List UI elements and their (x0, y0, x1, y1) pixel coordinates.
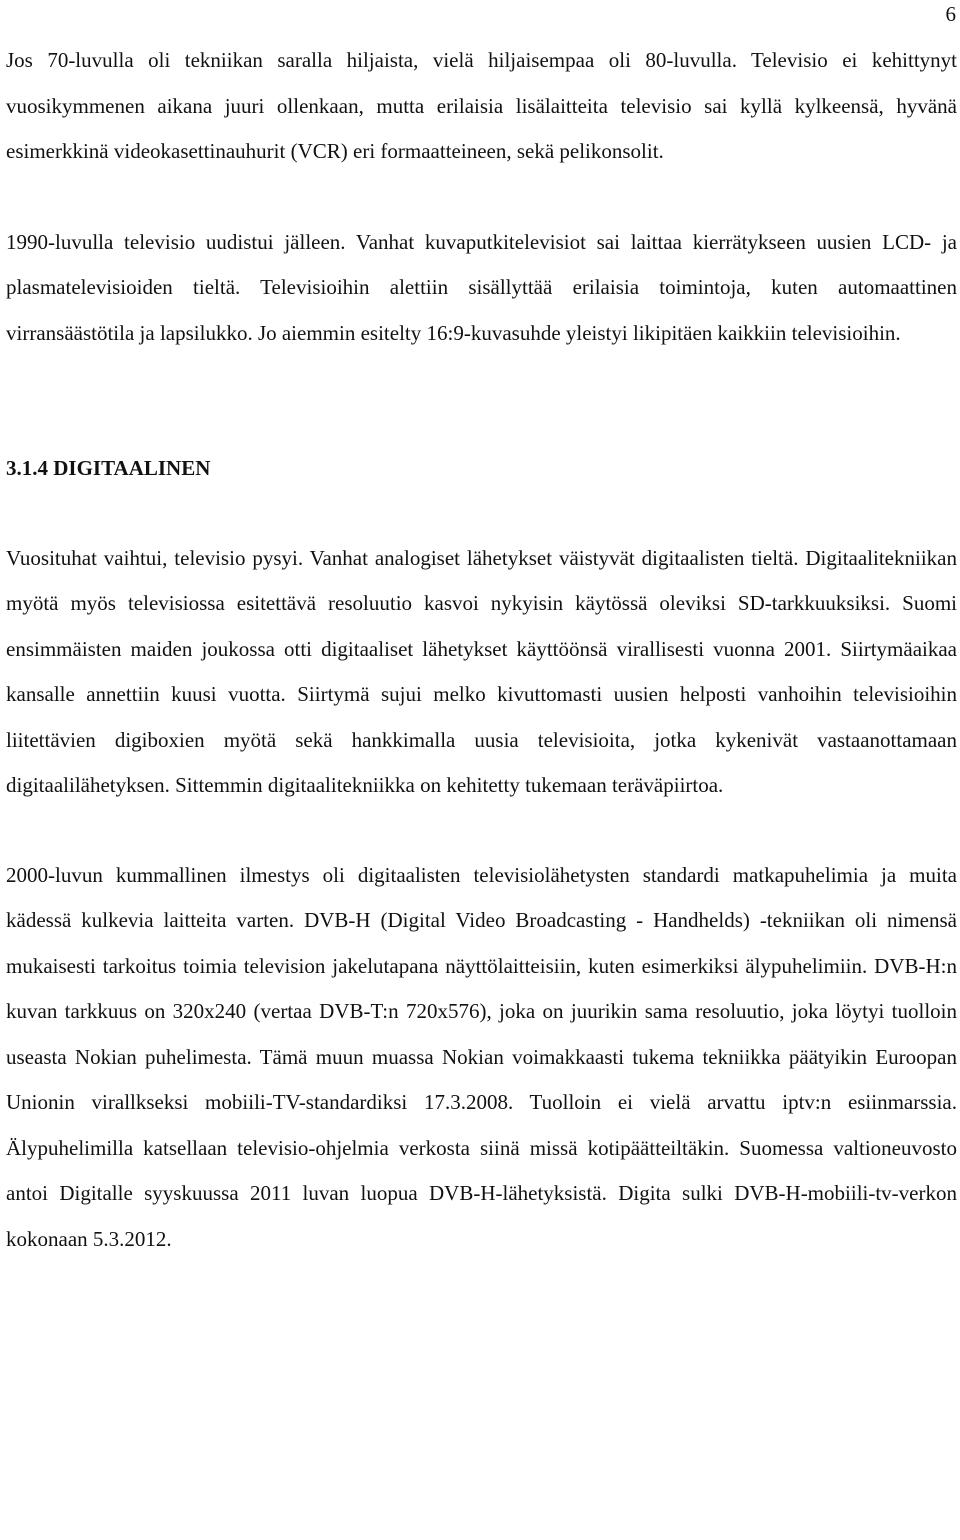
document-body (6, 38, 957, 1262)
page-number: 6 (945, 2, 956, 26)
section-title: DIGITAALINEN (53, 456, 211, 480)
section-heading (6, 446, 957, 492)
section-number: 3.1.4 (6, 456, 48, 480)
paragraph-90s: 1990-luvulla televisio uudistui jälleen. Vanhat kuvaputkitelevisiot sai laittaa kierrätykseen uusien LCD- ja plasmatelevisioiden tieltä. Televisioihin alettiin sisällyttää erilaisia toimintoja, kuten automaattinen virransäästötila ja lapsilukko. Jo aiemmin esitelty 16:9-kuvasuhde yleistyi likipitäen kaikkiin televisioihin. (6, 229, 957, 345)
paragraph-digital: Vuosituhat vaihtui, televisio pysyi. Vanhat analogiset lähetykset väistyvät digitaalisten tieltä. Digitaalitekniikan myötä myös televisiossa esitettävä resoluutio kasvoi nykyisin käytössä oleviksi SD-tarkkuuksiksi. Suomi ensimmäisten maiden joukossa otti digitaaliset lähetykset käyttöönsä virallisesti vuonna 2001. Siirtymäaikaa kansalle annettiin kuusi vuotta. Siirtymä sujui melko kivuttomasti uusien helposti vanhoihin televisioihin liitettävien digiboxien myötä sekä hankkimalla uusia televisioita, jotka kykenivät vastaanottamaan digitaalilähetyksen. Sittemmin digitaalitekniikka on kehitetty tukemaan teräväpiirtoa. (6, 545, 957, 797)
paragraph-dvb-h: 2000-luvun kummallinen ilmestys oli digitaalisten televisiolähetysten standardi matkapuhelimia ja muita kädessä kulkevia laitteita varten. DVB-H (Digital Video Broadcasting - Handhelds) -tekniikan oli nimensä mukaisesti tarkoitus toimia television jakelutapana näyttölaitteisiin, kuten esimerkiksi älypuhelimiin. DVB-H:n kuvan tarkkuus on 320x240 (vertaa DVB-T:n 720x576), joka on juurikin sama resoluutio, joka löytyi tuolloin useasta Nokian puhelimesta. Tämä muun muassa Nokian voimakkaasti tukema tekniikka päätyikin Euroopan Unionin virallkseksi mobiili-TV-standardiksi 17.3.2008. Tuolloin ei vielä arvattu iptv:n esiinmarssia. Älypuhelimilla katsellaan televisio-ohjelmia verkosta siinä missä kotipäätteiltäkin. Suomessa valtioneuvosto antoi Digitalle syyskuussa 2011 luvan luopua DVB-H-lähetyksistä. Digita sulki DVB-H-mobiili-tv-verkon kokonaan 5.3.2012. (6, 862, 957, 1251)
paragraph-80s: Jos 70-luvulla oli tekniikan saralla hiljaista, vielä hiljaisempaa oli 80-luvulla. Televisio ei kehittynyt vuosikymmenen aikana juuri ollenkaan, mutta erilaisia lisälaitteita televisio sai kyllä kylkeensä, hyvänä esimerkkinä videokasettinauhurit (VCR) eri formaatteineen, sekä pelikonsolit. (6, 48, 957, 163)
